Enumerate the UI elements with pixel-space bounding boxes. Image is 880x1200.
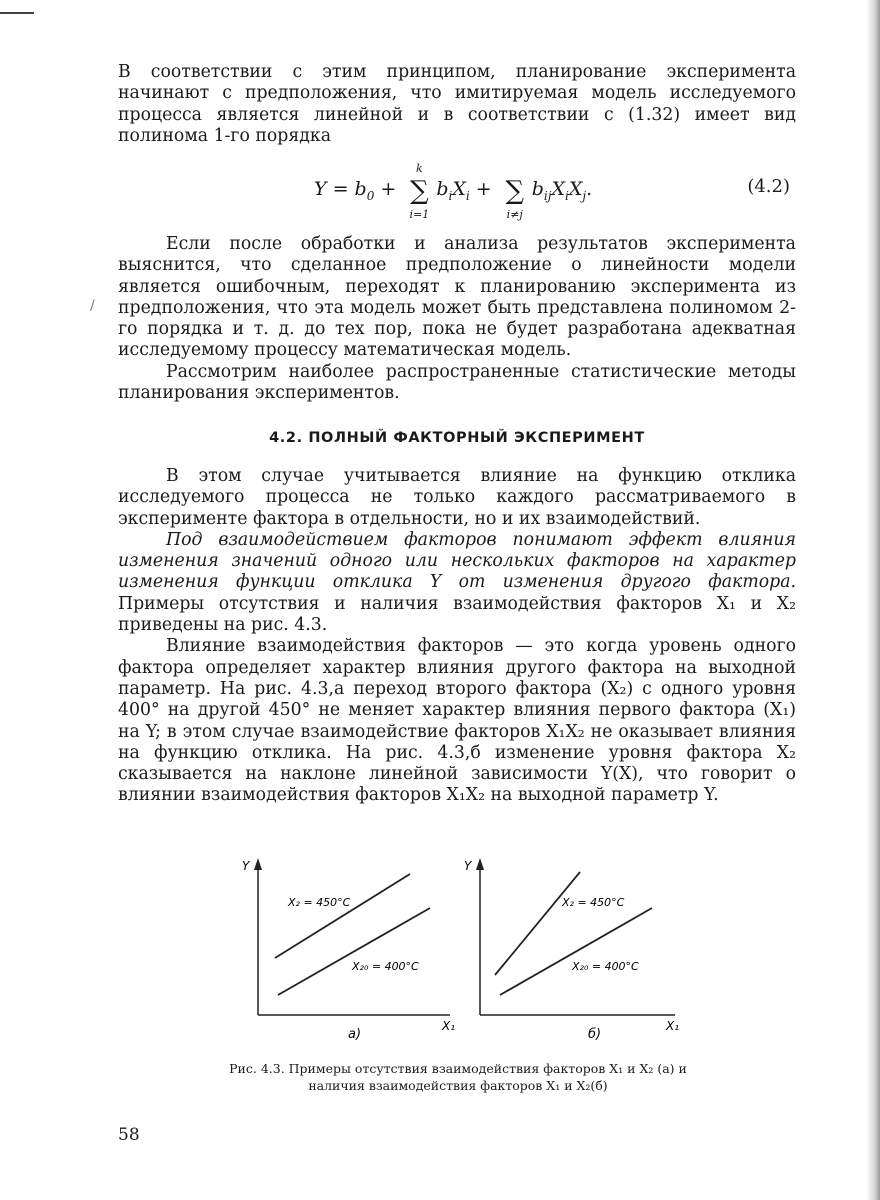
page-number: 58 xyxy=(118,1125,140,1145)
right-label-450: X₂ = 450°C xyxy=(562,896,625,909)
right-panel-label: б) xyxy=(588,1027,602,1040)
right-label-400: X₂₀ = 400°C xyxy=(572,960,639,973)
paragraph-5-rest: Примеры отсутствия и наличия взаимодействия факторов X₁ и X₂ приведены на рис. 4.3. xyxy=(118,593,796,636)
left-label-400: X₂₀ = 400°C xyxy=(352,960,419,973)
term2-b-sub: ij xyxy=(543,188,552,203)
corner-mark xyxy=(0,12,34,14)
right-line-400 xyxy=(500,908,652,995)
left-y-label: Y xyxy=(242,859,250,873)
left-line-450 xyxy=(275,874,410,958)
paragraph-5 xyxy=(118,530,796,636)
definition-italic: Под взаимодействием факторов понимают эффект влияния изменения значений одного или нескольких факторов на характер изменения функции отклика Y от изменения другого фактора. xyxy=(118,529,796,593)
stray-pencil-mark: / xyxy=(90,298,95,314)
term1-b: b xyxy=(436,178,449,200)
paragraph-6: Влияние взаимодействия факторов — это когда уровень одного фактора определяет характер влияния другого фактора на выходной параметр. На рис. 4.3,а переход второго фактора (X₂) с одного уровня 400° на другой 450° не меняет характер влияния первого фактора (X₁) на Y; в этом случае взаимодействие факторов X₁X₂ не оказывает влияния на функцию отклика. На рис. 4.3,б изменение уровня фактора X₂ сказывается на наклоне линейной зависимости Y(X), что говорит о влиянии взаимодействия факторов X₁X₂ на выходной параметр Y. xyxy=(118,636,796,806)
paragraph-block-2 xyxy=(118,234,796,404)
term1-x: X xyxy=(452,178,466,200)
figure-4-3 xyxy=(220,850,690,1040)
term2-x1: X xyxy=(551,178,566,200)
paragraph-block-3 xyxy=(118,466,796,807)
left-label-450: X₂ = 450°C xyxy=(288,896,351,909)
term2-x1-sub: i xyxy=(565,188,569,203)
term2-b: b xyxy=(531,178,544,200)
sum1-upper: k xyxy=(416,162,423,175)
right-y-arrow xyxy=(476,858,484,870)
formula-sub0: 0 xyxy=(366,188,375,203)
term2-x2-sub: j xyxy=(582,188,587,203)
term2-x2: X xyxy=(568,178,583,200)
figure-graphs xyxy=(220,850,690,1040)
paragraph-1: В соответствии с этим принципом, планирование эксперимента начинают с предположения, что имитируемая модель исследуемого процесса является линейной и в соответствии с (1.32) имеет вид полинома 1-го порядка xyxy=(118,62,796,146)
formula-lhs: Y = b xyxy=(314,178,367,200)
right-line-450 xyxy=(495,872,580,975)
formula-end: . xyxy=(586,178,593,200)
formula-plus1: + xyxy=(374,178,403,200)
page-edge-shadow xyxy=(866,0,880,1200)
sum2-lower: i≠j xyxy=(506,208,523,221)
formula-number: (4.2) xyxy=(747,176,790,197)
right-y-label: Y xyxy=(464,859,472,873)
paragraph-intro xyxy=(118,62,796,147)
term1-b-sub: i xyxy=(448,188,453,203)
left-line-400 xyxy=(278,908,430,995)
left-x-label: X₁ xyxy=(442,1019,456,1033)
paragraph-4: В этом случае учитывается влияние на функцию отклика исследуемого процесса не только каждого рассматриваемого в эксперименте фактора в отдельности, но и их взаимодействий. xyxy=(118,466,796,529)
right-x-label: X₁ xyxy=(666,1019,680,1033)
left-y-arrow xyxy=(254,858,262,870)
left-panel-label: а) xyxy=(348,1027,362,1040)
sum-symbol-2: ∑ i≠j xyxy=(498,176,532,206)
section-title: 4.2. ПОЛНЫЙ ФАКТОРНЫЙ ЭКСПЕРИМЕНТ xyxy=(269,430,645,446)
figure-caption: Рис. 4.3. Примеры отсутствия взаимодействия факторов X₁ и X₂ (а) и наличия взаимодействия факторов X₁ и X₂(б) xyxy=(229,1061,687,1093)
paragraph-2: Если после обработки и анализа результатов эксперимента выяснится, что сделанное предположение о линейности модели является ошибочным, переходят к планированию эксперимента из предположения, что эта модель может быть представлена полиномом 2-го порядка и т. д. до тех пор, пока не будет разработана адекватная исследуемому процессу математическая модель. xyxy=(118,234,796,361)
formula-4-2 xyxy=(118,162,796,232)
term1-x-sub: i xyxy=(465,188,470,203)
formula-plus2: + xyxy=(469,178,498,200)
sum-symbol-1: ∑ k i=1 xyxy=(402,176,436,206)
sum1-lower: i=1 xyxy=(409,208,430,221)
paragraph-3: Рассмотрим наиболее распространенные статистические методы планирования экспериментов. xyxy=(118,361,796,404)
formula-expression xyxy=(314,162,593,221)
